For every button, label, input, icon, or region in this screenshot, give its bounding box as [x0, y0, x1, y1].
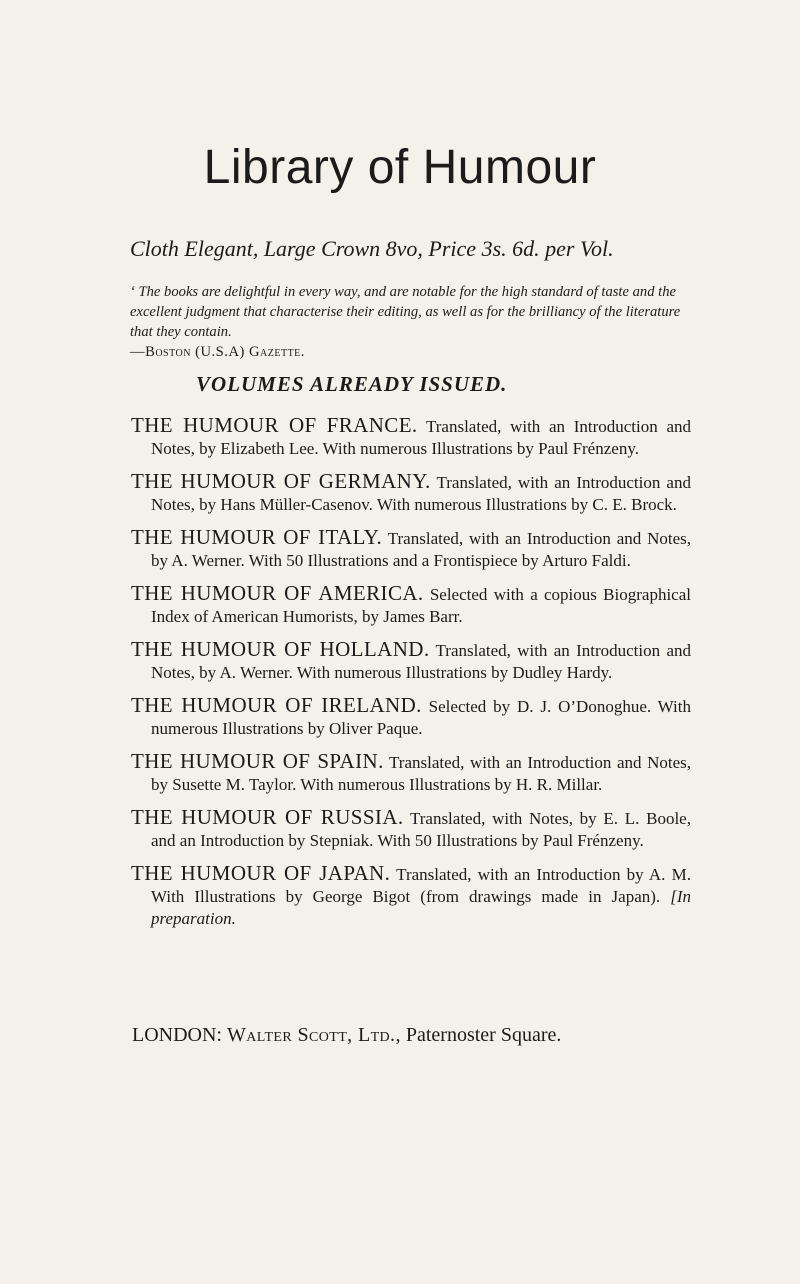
imprint-city: LONDON:: [132, 1024, 222, 1046]
page-title: Library of Humour: [203, 141, 597, 194]
volume-title: THE HUMOUR OF HOLLAND.: [131, 637, 430, 661]
volume-item: [131, 806, 691, 852]
volume-item: [131, 470, 691, 516]
volume-description: Translated, with an Introduction and Notes, by Elizabeth Lee. With numerous Illustrations by Paul Frénzeny.: [151, 417, 691, 458]
volume-list: [131, 414, 691, 940]
volume-title: THE HUMOUR OF SPAIN.: [131, 749, 384, 773]
imprint-address: Paternoster Square.: [405, 1024, 562, 1046]
volume-description: Translated, with an Introduction and Notes, by A. Werner. With numerous Illustrations by Dudley Hardy.: [151, 641, 691, 682]
press-quote: [130, 282, 685, 362]
volume-title: THE HUMOUR OF RUSSIA.: [131, 805, 404, 829]
section-heading: VOLUMES ALREADY ISSUED.: [196, 372, 508, 396]
volume-title: THE HUMOUR OF JAPAN.: [131, 861, 391, 885]
volume-title: THE HUMOUR OF ITALY.: [131, 525, 383, 549]
volume-description: Translated, with an Introduction and Notes, by Hans Müller-Casenov. With numerous Illustrations by C. E. Brock.: [151, 473, 691, 514]
volume-description: Translated, with an Introduction and Notes, by Susette M. Taylor. With numerous Illustrations by H. R. Millar.: [151, 753, 692, 794]
volume-title: THE HUMOUR OF IRELAND.: [131, 693, 422, 717]
volume-item: [131, 526, 691, 572]
volume-title: THE HUMOUR OF AMERICA.: [131, 581, 424, 605]
volume-title: THE HUMOUR OF FRANCE.: [131, 413, 418, 437]
volume-description: Translated, with an Introduction by A. M. With Illustrations by George Bigot (from drawings made in Japan).: [151, 865, 691, 906]
imprint-publisher: Walter Scott, Ltd.,: [227, 1024, 401, 1046]
volume-description: Selected with a copious Biographical Index of American Humorists, by James Barr.: [151, 585, 691, 626]
quote-source: —Boston (U.S.A) Gazette.: [130, 344, 305, 360]
volume-note: [In preparation.: [151, 887, 692, 928]
series-subtitle: Cloth Elegant, Large Crown 8vo, Price 3s. 6d. per Vol.: [130, 236, 614, 261]
volume-item: [131, 750, 691, 796]
volume-item: [131, 638, 691, 684]
volume-item: [131, 862, 691, 930]
volume-title: THE HUMOUR OF GERMANY.: [131, 469, 431, 493]
volume-description: Selected by D. J. O’Donoghue. With numerous Illustrations by Oliver Paque.: [151, 697, 691, 738]
volume-item: [131, 694, 691, 740]
volume-description: Translated, with Notes, by E. L. Boole, and an Introduction by Stepniak. With 50 Illustrations by Paul Frénzeny.: [151, 809, 691, 850]
quote-text: ‘ The books are delightful in every way, and are notable for the high standard of taste and the excellent judgment that characterise their editing, as well as for the brilliancy of the literature that they contain.: [130, 284, 681, 340]
publisher-imprint: [132, 1024, 692, 1047]
volume-item: [131, 582, 691, 628]
volume-description: Translated, with an Introduction and Notes, by A. Werner. With 50 Illustrations and a Frontispiece by Arturo Faldi.: [151, 529, 691, 570]
volume-item: [131, 414, 691, 460]
